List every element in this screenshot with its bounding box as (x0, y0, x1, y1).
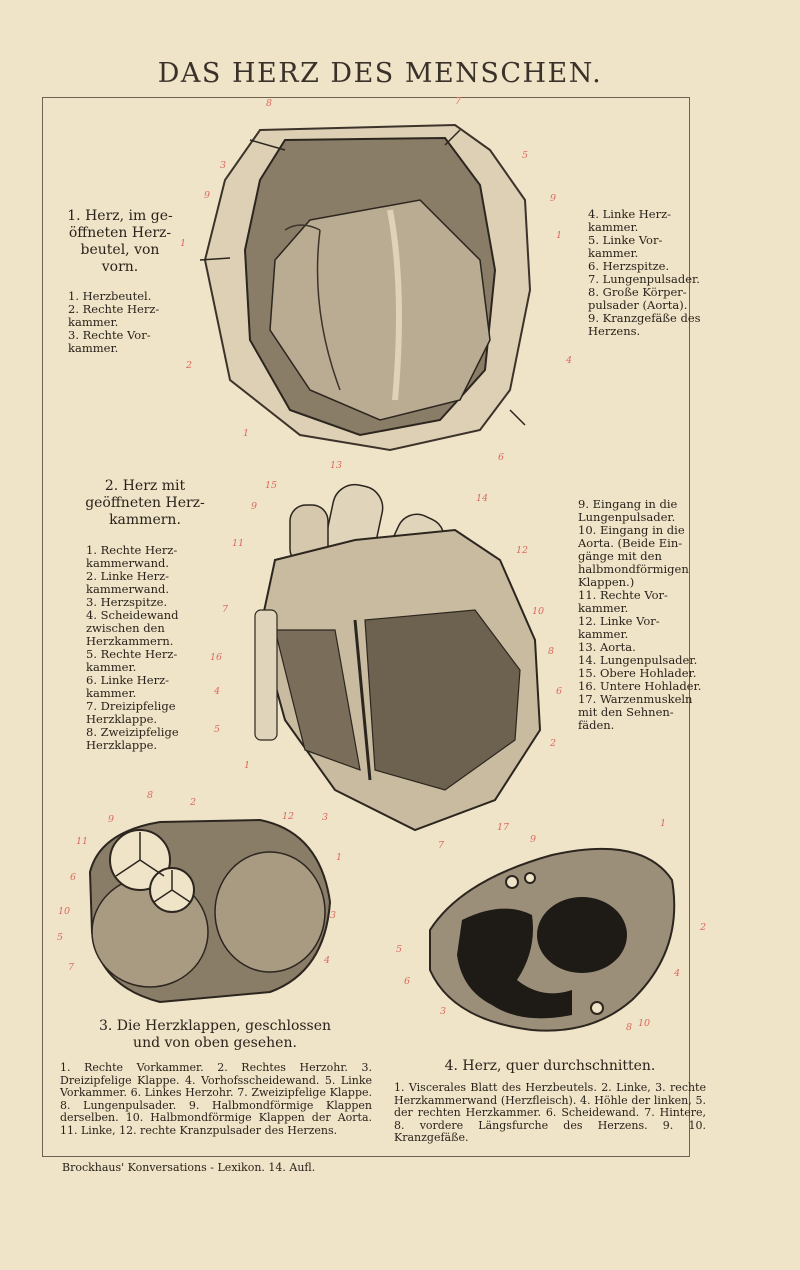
legend-item: 10. Eingang in die (578, 523, 685, 537)
fig3-label: 1 (336, 852, 343, 863)
fig1-legend-left (68, 290, 178, 355)
legend-item: Herzklappe. (86, 712, 158, 726)
legend-item: 9. Kranzgefäße des (588, 311, 701, 325)
fig2-label: 14 (476, 493, 489, 504)
fig3-label: 12 (282, 811, 295, 822)
legend-item: fäden. (578, 718, 615, 732)
legend-item: Herzklappe. (86, 738, 158, 752)
legend-item: 1. Rechte Herz- (86, 543, 178, 557)
fig2-caption (80, 478, 210, 529)
legend-item: 2. Linke Herz- (86, 569, 170, 583)
fig3-legend-text: 1. Rechte Vorkammer. 2. Rechtes Herzohr. 3. Dreizipfelige Klappe. 4. Vorhofsscheidewand. 5. Linke Vorkammer. 6. Linkes Herzohr. 7. Zweizipfelige Klappe. 8. Lungenpulsader. 9. Halbmondförmige Klappen derselben. 10. Halbmondförmige Klappen der Aorta. 11. Linke, 12. rechte Kranzpulsader des Herzens. (60, 1061, 372, 1137)
legend-item: 1. Herzbeutel. (68, 289, 152, 303)
fig3-label: 9 (108, 814, 115, 825)
fig3-label: 3 (330, 910, 337, 921)
legend-item: 4. Linke Herz- (588, 207, 672, 221)
caption-line: vorn. (101, 259, 139, 275)
fig2-label: 15 (265, 480, 278, 491)
legend-item: kammer. (68, 341, 119, 355)
fig4-label: 4 (674, 968, 681, 979)
fig4-label: 1 (660, 818, 667, 829)
fig4-label: 7 (438, 840, 445, 851)
fig3-label: 2 (190, 797, 197, 808)
fig1-legend-right (588, 208, 708, 338)
legend-item: kammer. (588, 246, 639, 260)
legend-item: 2. Rechte Herz- (68, 302, 160, 316)
fig1-heart-illustration (190, 110, 563, 470)
fig4-label: 6 (404, 976, 411, 987)
legend-item: 3. Herzspitze. (86, 595, 168, 609)
fig2-legend-left (86, 544, 206, 752)
fig2-label: 7 (222, 604, 229, 615)
caption-line: kammern. (109, 512, 181, 528)
fig2-label: 13 (330, 460, 343, 471)
fig1-label: 2 (186, 360, 193, 371)
fig3-label: 4 (324, 955, 331, 966)
caption-line: geöffneten Herz- (85, 495, 205, 511)
caption-line: 3. Die Herzklappen, geschlossen (98, 1018, 332, 1034)
legend-item: Aorta. (Beide Ein- (578, 536, 683, 550)
legend-item: Herzens. (588, 324, 641, 338)
fig1-label: 1 (556, 230, 563, 241)
fig3-label: 7 (68, 962, 75, 973)
legend-item: 8. Zweizipfelige (86, 725, 179, 739)
fig2-heart-illustration (245, 470, 565, 840)
legend-item: kammerwand. (86, 556, 170, 570)
fig1-label: 1 (180, 238, 187, 249)
fig2-label: 11 (232, 538, 245, 549)
fig4-legend-text: 1. Viscerales Blatt des Herzbeutels. 2. Linke, 3. rechte Herzkammerwand (Herzfleisch). 4. Höhle der linken, 5. der rechten Herzkammer. 6. Scheidewand. 7. Hintere, 8. vordere Längsfurche des Herzens. 9. 10. Kranzgefäße. (394, 1081, 706, 1144)
fig3-label: 5 (57, 932, 64, 943)
fig1-label: 3 (220, 160, 227, 171)
fig1-label: 4 (566, 355, 573, 366)
legend-item: 17. Warzenmuskeln (578, 692, 693, 706)
caption-line: 2. Herz mit (104, 478, 186, 494)
fig2-label: 6 (556, 686, 563, 697)
fig2-label: 9 (251, 501, 258, 512)
legend-item: 4. Scheidewand (86, 608, 179, 622)
legend-item: zwischen den (86, 621, 165, 635)
fig2-label: 8 (548, 646, 555, 657)
fig1-caption (55, 208, 185, 276)
publisher-footer: Brockhaus' Konversations - Lexikon. 14. Aufl. (62, 1161, 316, 1174)
fig4-label: 10 (638, 1018, 651, 1029)
fig1-label: 1 (243, 428, 250, 439)
fig4-label: 9 (530, 834, 537, 845)
legend-item: 13. Aorta. (578, 640, 636, 654)
fig1-label: 6 (498, 452, 505, 463)
fig4-label: 5 (396, 944, 403, 955)
legend-item: kammer. (578, 601, 629, 615)
fig4-label: 2 (700, 922, 707, 933)
fig2-legend-right (578, 498, 706, 732)
legend-item: gänge mit den (578, 549, 662, 563)
fig2-label: 16 (210, 652, 223, 663)
fig1-label: 5 (522, 150, 529, 161)
legend-item: 7. Dreizipfelige (86, 699, 176, 713)
caption-line: und von oben gesehen. (133, 1035, 297, 1051)
fig2-label: 10 (532, 606, 545, 617)
legend-item: pulsader (Aorta). (588, 298, 688, 312)
legend-item: 15. Obere Hohlader. (578, 666, 697, 680)
legend-item: 11. Rechte Vor- (578, 588, 668, 602)
legend-item: Klappen.) (578, 575, 635, 589)
fig3-label: 6 (70, 872, 77, 883)
fig4-label: 8 (626, 1022, 633, 1033)
caption-line: 1. Herz, im ge- (67, 208, 173, 224)
fig2-label: 2 (550, 738, 557, 749)
legend-item: 14. Lungenpulsader. (578, 653, 698, 667)
legend-item: kammer. (588, 220, 639, 234)
fig3-valves-illustration (80, 812, 343, 1012)
fig3-label: 10 (58, 906, 71, 917)
fig2-label: 12 (516, 545, 529, 556)
fig2-label: 17 (497, 822, 510, 833)
fig1-label: 9 (550, 193, 557, 204)
legend-item: 3. Rechte Vor- (68, 328, 151, 342)
fig4-label: 3 (440, 1006, 447, 1017)
legend-item: kammerwand. (86, 582, 170, 596)
fig4-caption: 4. Herz, quer durchschnitten. (444, 1058, 656, 1074)
fig4-cross-section-illustration (422, 840, 682, 1040)
legend-item: kammer. (68, 315, 119, 329)
legend-item: Lungenpulsader. (578, 510, 676, 524)
legend-item: 5. Rechte Herz- (86, 647, 178, 661)
legend-item: Herzkammern. (86, 634, 174, 648)
page-title: DAS HERZ DES MENSCHEN. (157, 58, 603, 89)
legend-item: kammer. (86, 686, 137, 700)
legend-item: kammer. (86, 660, 137, 674)
fig2-label: 4 (214, 686, 221, 697)
legend-item: 16. Untere Hohlader. (578, 679, 702, 693)
legend-item: halbmondförmigen (578, 562, 689, 576)
legend-item: 8. Große Körper- (588, 285, 687, 299)
fig2-label: 5 (214, 724, 221, 735)
fig3-label: 11 (76, 836, 89, 847)
legend-item: 12. Linke Vor- (578, 614, 660, 628)
fig1-label: 9 (204, 190, 211, 201)
legend-item: 9. Eingang in die (578, 497, 678, 511)
caption-line: beutel, von (80, 242, 160, 258)
fig1-label: 7 (455, 96, 462, 107)
legend-item: kammer. (578, 627, 629, 641)
caption-line: öffneten Herz- (68, 225, 172, 241)
legend-item: 6. Herzspitze. (588, 259, 670, 273)
fig2-label: 3 (322, 812, 329, 823)
fig2-label: 1 (244, 760, 251, 771)
legend-item: 7. Lungenpulsader. (588, 272, 700, 286)
legend-item: mit den Sehnen- (578, 705, 674, 719)
legend-item: 5. Linke Vor- (588, 233, 663, 247)
fig3-label: 8 (147, 790, 154, 801)
fig3-caption (80, 1018, 350, 1052)
fig1-label: 8 (266, 98, 273, 109)
legend-item: 6. Linke Herz- (86, 673, 170, 687)
